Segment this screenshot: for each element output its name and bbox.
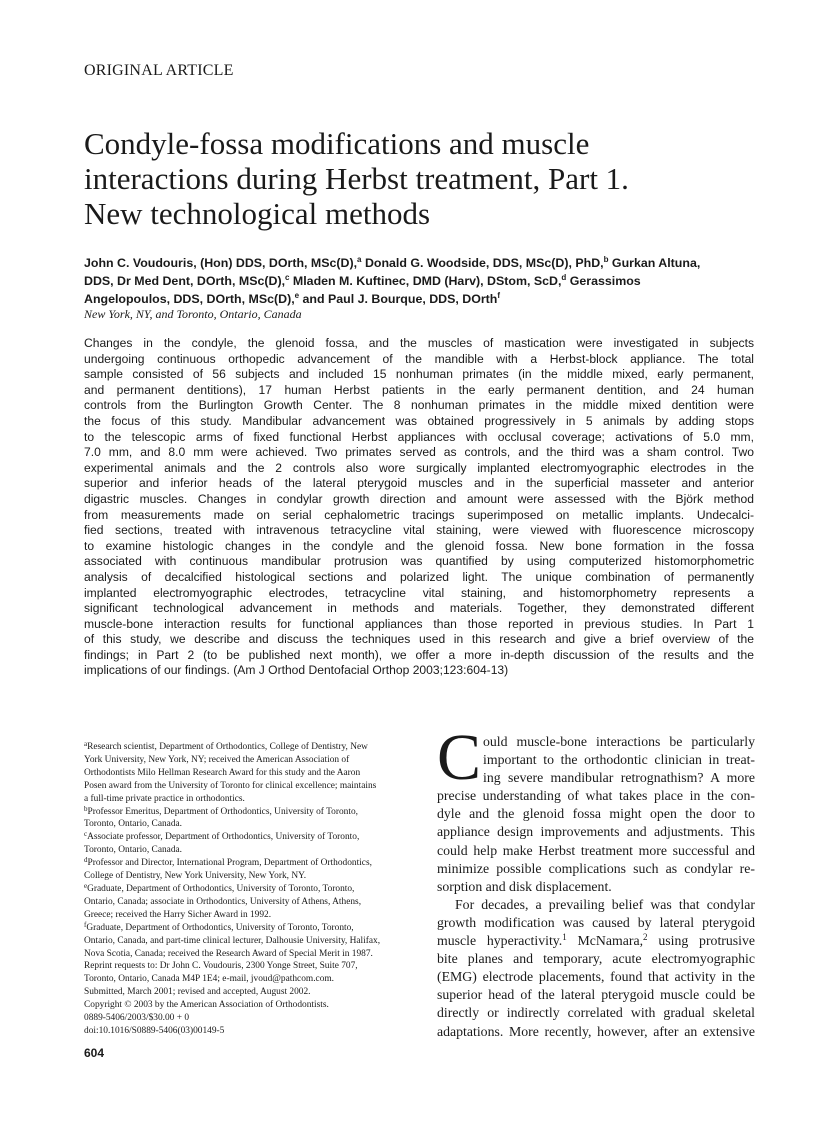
- abstract-line: 7.0 mm, and 8.0 mm were achieved. Two primates served as controls, and the third was a sham control. Two: [84, 445, 754, 460]
- footnote-text: Posen award from the University of Toronto for clinical excellence; maintains: [84, 780, 377, 791]
- footnote-line: [84, 741, 406, 754]
- author-text: Gurkan Altuna,: [608, 256, 701, 270]
- footnote-text: a full-time private practice in orthodontics.: [84, 793, 245, 804]
- footnote-text: Ontario, Canada, and part-time clinical lecturer, Dalhousie University, Halifax,: [84, 935, 381, 946]
- body-line: For decades, a prevailing belief was that condylar: [455, 896, 755, 912]
- footnote-text: Associate professor, Department of Orthodontics, University of Toronto,: [87, 832, 360, 843]
- body-line: directly or indirectly correlated with gradual skeletal: [437, 1005, 755, 1021]
- footnote-line: [84, 896, 406, 909]
- footnote-text: Orthodontists Milo Hellman Research Award for this study and the Aaron: [84, 767, 361, 778]
- footnote-line: [84, 793, 406, 806]
- abstract-line: superior and inferior heads of the lateral pterygoid muscles and in the superficial masseter and anterior: [84, 476, 754, 491]
- footnote-marker: d: [84, 856, 88, 865]
- footnote-line: [84, 857, 406, 870]
- footnote-text: Toronto, Ontario, Canada.: [84, 819, 183, 830]
- body-line: growth modification was caused by lateral pterygoid: [437, 914, 755, 930]
- author-text: Donald G. Woodside, DDS, MSc(D), PhD,: [361, 256, 604, 270]
- body-line: superior head of the lateral pterygoid muscle could be: [437, 987, 755, 1003]
- abstract-line: sample consisted of 56 subjects and included 15 nonhuman primates (in the middle mixed, early permanent,: [84, 367, 754, 382]
- abstract-line: implications of our findings. (Am J Orthod Dentofacial Orthop 2003;123:604-13): [84, 663, 509, 678]
- affiliation-marker: a: [357, 255, 362, 264]
- footnote-marker: e: [84, 881, 88, 890]
- footnote-text: Submitted, March 2001; revised and accepted, August 2002.: [84, 987, 311, 998]
- affiliation-marker: b: [603, 255, 609, 264]
- body-line: precise understanding of what takes place in the con-: [437, 788, 755, 804]
- author-footnotes: [84, 741, 406, 1038]
- abstract-line: findings; in Part 2 (to be published next month), we offer a more in-depth discussion of the results and the: [84, 647, 754, 662]
- footnote-text: Toronto, Ontario, Canada.: [84, 845, 183, 856]
- footnote-text: Graduate, Department of Orthodontics, University of Toronto, Toronto,: [87, 883, 355, 894]
- footnote-text: Research scientist, Department of Orthodontics, College of Dentistry, New: [87, 742, 368, 752]
- body-line: could help make Herbst treatment more successful and: [437, 842, 755, 858]
- body-line: adaptations. More recently, however, after an extensive: [437, 1023, 755, 1039]
- body-text: muscle hyperactivity.: [437, 933, 563, 949]
- footnote-line: [84, 883, 406, 896]
- abstract: [84, 336, 754, 679]
- body-line: minimize possible complications such as condylar re-: [437, 860, 755, 876]
- affiliation-marker: f: [497, 291, 501, 300]
- footnote-line: [84, 948, 406, 961]
- footnote-line: [84, 870, 406, 883]
- body-text: McNamara,: [566, 933, 644, 949]
- abstract-line: Changes in the condyle, the glenoid fossa, and the muscles of mastication were investigated in subjects: [84, 336, 754, 350]
- author-line: [84, 254, 756, 272]
- abstract-line: fied sections, treated with intravenous tetracycline vital staining, were viewed with fluorescence microscopy: [84, 523, 754, 538]
- footnote-line: [84, 1012, 406, 1025]
- footnote-line: [84, 973, 406, 986]
- body-line: sorption and disk displacement.: [437, 878, 612, 894]
- footnote-line: [84, 818, 406, 831]
- footnote-line: [84, 767, 406, 780]
- abstract-line: and permanent dentitions), 17 human Herbst patients in the early permanent dentition, and 24 human: [84, 382, 754, 397]
- title-line: Condyle-fossa modifications and muscle: [84, 126, 590, 161]
- footnote-text: Ontario, Canada; associate in Orthodontics, University of Athens, Athens,: [84, 896, 362, 907]
- abstract-line: the focus of this study. Mandibular advancement was obtained progressively in 5 animals by adding stops: [84, 413, 754, 428]
- footnote-line: [84, 1025, 406, 1038]
- body-text: using protrusive: [647, 933, 755, 949]
- footnote-marker: c: [84, 830, 88, 839]
- body-line: dyle and the glenoid fossa might open the door to: [437, 806, 755, 822]
- body-text-column: [437, 733, 755, 1041]
- footnote-line: [84, 922, 406, 935]
- abstract-line: undergoing continuous orthopedic advancement of the mandible with a Herbst-block appliance. The total: [84, 351, 754, 366]
- author-line: [84, 290, 756, 308]
- abstract-line: from measurements made on serial cephalometric tracings superimposed on metallic implants. Undecalci-: [84, 507, 754, 522]
- footnote-marker: b: [84, 804, 88, 813]
- footnote-line: [84, 909, 406, 922]
- author-text: DDS, Dr Med Dent, DOrth, MSc(D),: [84, 274, 286, 288]
- abstract-line: experimental animals and the 2 controls also wore surgically implanted electromyographic electrodes in the: [84, 460, 754, 475]
- article-title: [84, 126, 784, 231]
- abstract-line: controls from the Burlington Growth Center. The 8 nonhuman primates in the middle mixed dentition were: [84, 398, 754, 413]
- drop-cap: C: [437, 721, 482, 794]
- abstract-line: analysis of decalcified histological sections and polarized light. The unique combination of permanently: [84, 569, 754, 584]
- footnote-text: Toronto, Ontario, Canada M4P 1E4; e-mail, jvoud@pathcom.com.: [84, 974, 335, 985]
- author-text: and Paul J. Bourque, DDS, DOrth: [299, 292, 498, 306]
- page-number: 604: [84, 1046, 105, 1060]
- abstract-line: digastric muscles. Changes in condylar growth direction and amount were assessed with the Björk method: [84, 491, 754, 506]
- affiliation-marker: e: [294, 291, 300, 300]
- citation-marker: 2: [643, 932, 648, 943]
- abstract-line: to the telescopic arms of fixed functional Herbst appliances with occlusal coverage; activations of 5.0 mm,: [84, 429, 754, 444]
- footnote-text: York University, New York, NY; received the American Association of: [84, 754, 350, 765]
- body-line: important to the orthodontic clinician in treat-: [483, 752, 755, 768]
- footnote-text: Graduate, Department of Orthodontics, University of Toronto, Toronto,: [86, 922, 354, 933]
- footnote-line: [84, 831, 406, 844]
- footnote-marker: a: [84, 740, 88, 748]
- abstract-line: muscle-bone interaction results for functional appliances than those reported in previous studies. In Part 1: [84, 616, 754, 631]
- body-line: ing severe mandibular retrognathism? A more: [483, 770, 755, 786]
- author-list: [84, 254, 756, 308]
- title-line: interactions during Herbst treatment, Part 1.: [84, 161, 629, 196]
- affiliation-marker: c: [285, 273, 290, 282]
- affiliation-marker: d: [561, 273, 567, 282]
- footnote-line: [84, 960, 406, 973]
- section-label: ORIGINAL ARTICLE: [84, 62, 234, 79]
- footnote-text: College of Dentistry, New York University, New York, NY.: [84, 871, 307, 882]
- footnote-text: Professor and Director, International Program, Department of Orthodontics,: [87, 858, 372, 869]
- footnote-line: [84, 806, 406, 819]
- author-line: [84, 272, 756, 290]
- body-line: appliance design improvements and adjustments. This: [437, 824, 755, 840]
- footnote-text: Reprint requests to: Dr John C. Voudouris, 2300 Yonge Street, Suite 707,: [84, 961, 358, 972]
- body-line: (EMG) electrode placements, found that activity in the: [437, 969, 755, 985]
- footnote-marker: f: [84, 920, 87, 929]
- footnote-text: Copyright © 2003 by the American Association of Orthodontists.: [84, 1000, 329, 1011]
- abstract-line: significant technological advancement in methods and materials. Together, they demonstrated different: [84, 601, 754, 616]
- footnote-line: [84, 844, 406, 857]
- footnote-text: 0889-5406/2003/$30.00 + 0: [84, 1013, 190, 1024]
- body-line: [437, 932, 755, 950]
- footnote-line: [84, 935, 406, 948]
- footnote-line: [84, 986, 406, 999]
- footnote-text: doi:10.1016/S0889-5406(03)00149-5: [84, 1025, 225, 1036]
- author-text: John C. Voudouris, (Hon) DDS, DOrth, MSc(D),: [84, 256, 358, 270]
- author-text: Mladen M. Kuftinec, DMD (Harv), DStom, ScD,: [289, 274, 562, 288]
- abstract-line: associated with continuous mandibular protrusion was quantified by using computerized histomorphometric: [84, 554, 754, 569]
- abstract-line: of this study, we describe and discuss the techniques used in this research and give a brief overview of the: [84, 632, 754, 647]
- author-text: Gerassimos: [566, 274, 641, 288]
- footnote-line: [84, 999, 406, 1012]
- footnote-text: Nova Scotia, Canada; received the Research Award of Special Merit in 1987.: [84, 948, 373, 959]
- footnote-text: Greece; received the Harry Sicher Award in 1992.: [84, 909, 272, 920]
- body-line: bite planes and temporary, acute electromyographic: [437, 951, 755, 967]
- footnote-text: Professor Emeritus, Department of Orthodontics, University of Toronto,: [87, 806, 358, 817]
- citation-marker: 1: [562, 932, 567, 943]
- author-text: Angelopoulos, DDS, DOrth, MSc(D),: [84, 292, 295, 306]
- title-line: New technological methods: [84, 196, 431, 231]
- body-line: ould muscle-bone interactions be particularly: [483, 734, 755, 749]
- author-location: New York, NY, and Toronto, Ontario, Canada: [84, 307, 302, 321]
- abstract-line: implanted electromyographic electrodes, tetracycline vital staining, and histomorphometry represents a: [84, 585, 754, 600]
- abstract-line: to examine histologic changes in the condyle and the glenoid fossa. New bone formation in the fossa: [84, 538, 754, 553]
- footnote-line: [84, 780, 406, 793]
- footnote-line: [84, 754, 406, 767]
